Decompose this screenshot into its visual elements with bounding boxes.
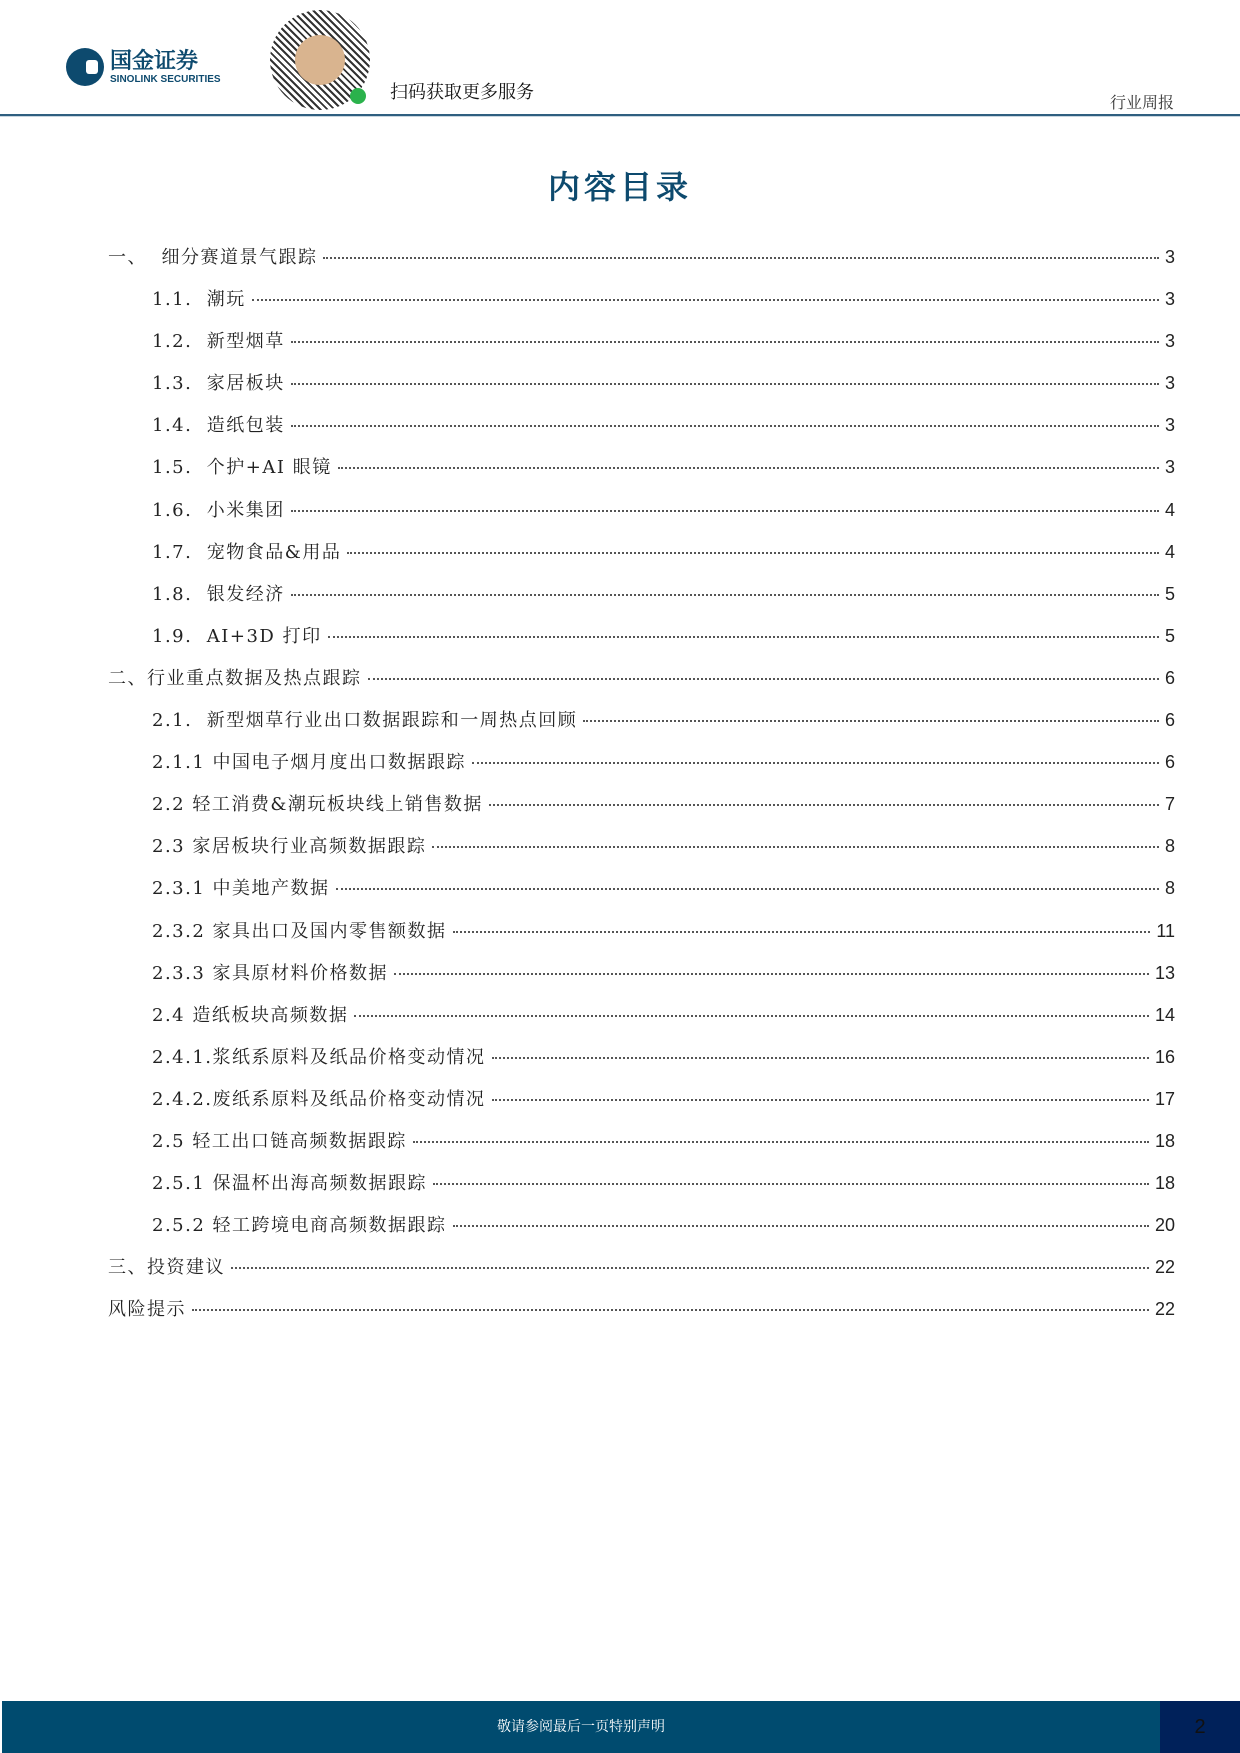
toc-leader-dots — [252, 299, 1159, 301]
toc-leader-dots — [413, 1141, 1149, 1143]
toc-entry-page: 6 — [1164, 710, 1175, 731]
toc-entry-label: 1.6. 小米集团 — [152, 499, 285, 521]
toc-entry[interactable] — [108, 1253, 1175, 1295]
toc-leader-dots — [231, 1267, 1149, 1269]
logo-mark-icon — [66, 48, 104, 86]
toc-entry[interactable] — [108, 496, 1175, 538]
toc-entry-label: 1.1. 潮玩 — [152, 289, 246, 311]
toc-entry[interactable] — [108, 959, 1175, 1001]
toc-entry-page: 4 — [1164, 499, 1175, 520]
toc-entry[interactable] — [108, 369, 1175, 411]
footer-disclaimer: 敬请参阅最后一页特别声明 — [2, 1701, 1160, 1753]
toc-entry-label: 2.3.2 家具出口及国内零售额数据 — [152, 920, 447, 942]
toc-entry-page: 8 — [1164, 836, 1175, 857]
toc-entry-page: 22 — [1154, 1299, 1175, 1320]
toc-leader-dots — [291, 594, 1159, 596]
scan-prompt: 扫码获取更多服务 — [390, 82, 534, 103]
toc-leader-dots — [432, 846, 1159, 848]
toc-entry-page: 17 — [1154, 1088, 1175, 1109]
toc-entry-page: 3 — [1164, 415, 1175, 436]
toc-entry[interactable] — [108, 917, 1175, 959]
company-logo — [66, 48, 221, 86]
toc-entry-page: 8 — [1164, 878, 1175, 899]
toc-leader-dots — [347, 552, 1159, 554]
report-type: 行业周报 — [1109, 93, 1174, 112]
toc-entry-page: 6 — [1164, 667, 1175, 688]
toc-entry-page: 5 — [1164, 625, 1175, 646]
toc-entry-page: 13 — [1154, 962, 1175, 983]
toc-entry-page: 20 — [1154, 1215, 1175, 1236]
toc-entry-label: 风险提示 — [108, 1299, 186, 1321]
toc-entry[interactable] — [108, 1001, 1175, 1043]
toc-leader-dots — [291, 510, 1159, 512]
toc-entry-page: 3 — [1164, 373, 1175, 394]
toc-entry-page: 3 — [1164, 289, 1175, 310]
toc-leader-dots — [336, 888, 1159, 890]
toc-entry-page: 18 — [1154, 1173, 1175, 1194]
toc-leader-dots — [492, 1057, 1149, 1059]
toc-entry[interactable] — [108, 411, 1175, 453]
toc-entry-page: 3 — [1164, 247, 1175, 267]
toc-entry-label: 2.3.3 家具原材料价格数据 — [152, 962, 389, 984]
logo-cn: 国金证券 — [110, 48, 199, 74]
toc-entry-label: 2.1. 新型烟草行业出口数据跟踪和一周热点回顾 — [152, 710, 578, 732]
toc-leader-dots — [583, 720, 1159, 722]
toc-entry-label: 2.2 轻工消费&潮玩板块线上销售数据 — [152, 794, 483, 816]
toc-entry-label: 一、 细分赛道景气跟踪 — [108, 247, 318, 268]
toc-entry[interactable] — [108, 538, 1175, 580]
toc-entry-page: 6 — [1164, 752, 1175, 773]
mini-program-icon — [350, 88, 366, 104]
header-divider-shadow — [0, 116, 1240, 117]
toc-leader-dots — [291, 425, 1159, 427]
toc-leader-dots — [453, 1225, 1149, 1227]
toc-leader-dots — [354, 1015, 1149, 1017]
toc-leader-dots — [472, 762, 1159, 764]
toc-entry-label: 2.5 轻工出口链高频数据跟踪 — [152, 1130, 407, 1152]
toc-entry[interactable] — [108, 1127, 1175, 1169]
toc-entry[interactable] — [108, 453, 1175, 495]
toc-entry-page: 16 — [1154, 1046, 1175, 1067]
toc-entry-label: 1.4. 造纸包装 — [152, 415, 285, 437]
toc-entry-page: 4 — [1164, 541, 1175, 562]
toc-entry-label: 2.5.1 保温杯出海高频数据跟踪 — [152, 1173, 428, 1195]
toc-entry-page: 14 — [1154, 1004, 1175, 1025]
toc-entry-page: 11 — [1156, 920, 1175, 941]
toc-entry[interactable] — [108, 243, 1175, 285]
page-title: 内容目录 — [547, 168, 692, 206]
toc-leader-dots — [338, 467, 1159, 469]
toc-leader-dots — [192, 1309, 1149, 1311]
toc-leader-dots — [489, 804, 1159, 806]
toc-leader-dots — [453, 931, 1151, 933]
toc-entry-label: 二、行业重点数据及热点跟踪 — [108, 667, 362, 689]
toc-entry[interactable] — [108, 1295, 1175, 1337]
toc-entry[interactable] — [108, 1169, 1175, 1211]
toc-entry[interactable] — [108, 622, 1175, 664]
toc-entry-label: 1.8. 银发经济 — [152, 583, 285, 605]
toc-entry[interactable] — [108, 1043, 1175, 1085]
table-of-contents — [108, 243, 1175, 1337]
toc-entry-label: 1.3. 家居板块 — [152, 373, 285, 395]
toc-entry-page: 3 — [1164, 457, 1175, 478]
toc-leader-dots — [433, 1183, 1149, 1185]
toc-entry-label: 2.3.1 中美地产数据 — [152, 878, 330, 900]
toc-leader-dots — [323, 257, 1159, 259]
toc-entry[interactable] — [108, 874, 1175, 916]
toc-entry-label: 三、投资建议 — [108, 1257, 225, 1279]
toc-entry[interactable] — [108, 1085, 1175, 1127]
toc-entry[interactable] — [108, 664, 1175, 706]
toc-entry[interactable] — [108, 706, 1175, 748]
toc-entry-label: 2.4.1.浆纸系原料及纸品价格变动情况 — [152, 1046, 486, 1068]
toc-leader-dots — [291, 383, 1159, 385]
toc-entry-page: 7 — [1164, 794, 1175, 815]
page-number: 2 — [1160, 1701, 1240, 1753]
toc-entry[interactable] — [108, 327, 1175, 369]
toc-entry-label: 2.4.2.废纸系原料及纸品价格变动情况 — [152, 1088, 486, 1110]
toc-entry-label: 2.3 家居板块行业高频数据跟踪 — [152, 836, 427, 858]
qr-code-icon — [270, 10, 370, 110]
toc-leader-dots — [394, 973, 1149, 975]
toc-entry[interactable] — [108, 790, 1175, 832]
toc-entry-label: 1.5. 个护+AI 眼镜 — [152, 457, 332, 479]
logo-en: SINOLINK SECURITIES — [110, 73, 221, 85]
toc-entry[interactable] — [108, 1211, 1175, 1253]
toc-entry-label: 1.7. 宠物食品&用品 — [152, 541, 342, 563]
toc-entry-page: 5 — [1164, 583, 1175, 604]
toc-entry-page: 22 — [1154, 1257, 1175, 1278]
toc-entry[interactable] — [108, 285, 1175, 327]
toc-leader-dots — [328, 636, 1159, 638]
toc-entry-label: 2.1.1 中国电子烟月度出口数据跟踪 — [152, 752, 467, 774]
toc-entry[interactable] — [108, 748, 1175, 790]
toc-entry-label: 1.2. 新型烟草 — [152, 331, 285, 353]
toc-entry-page: 3 — [1164, 331, 1175, 352]
toc-leader-dots — [368, 678, 1159, 680]
toc-entry-label: 2.4 造纸板块高频数据 — [152, 1004, 349, 1026]
toc-entry-page: 18 — [1154, 1130, 1175, 1151]
toc-entry[interactable] — [108, 580, 1175, 622]
toc-entry[interactable] — [108, 832, 1175, 874]
toc-entry-label: 2.5.2 轻工跨境电商高频数据跟踪 — [152, 1215, 447, 1237]
toc-entry-label: 1.9. AI+3D 打印 — [152, 625, 322, 647]
toc-leader-dots — [492, 1099, 1149, 1101]
toc-leader-dots — [291, 341, 1159, 343]
